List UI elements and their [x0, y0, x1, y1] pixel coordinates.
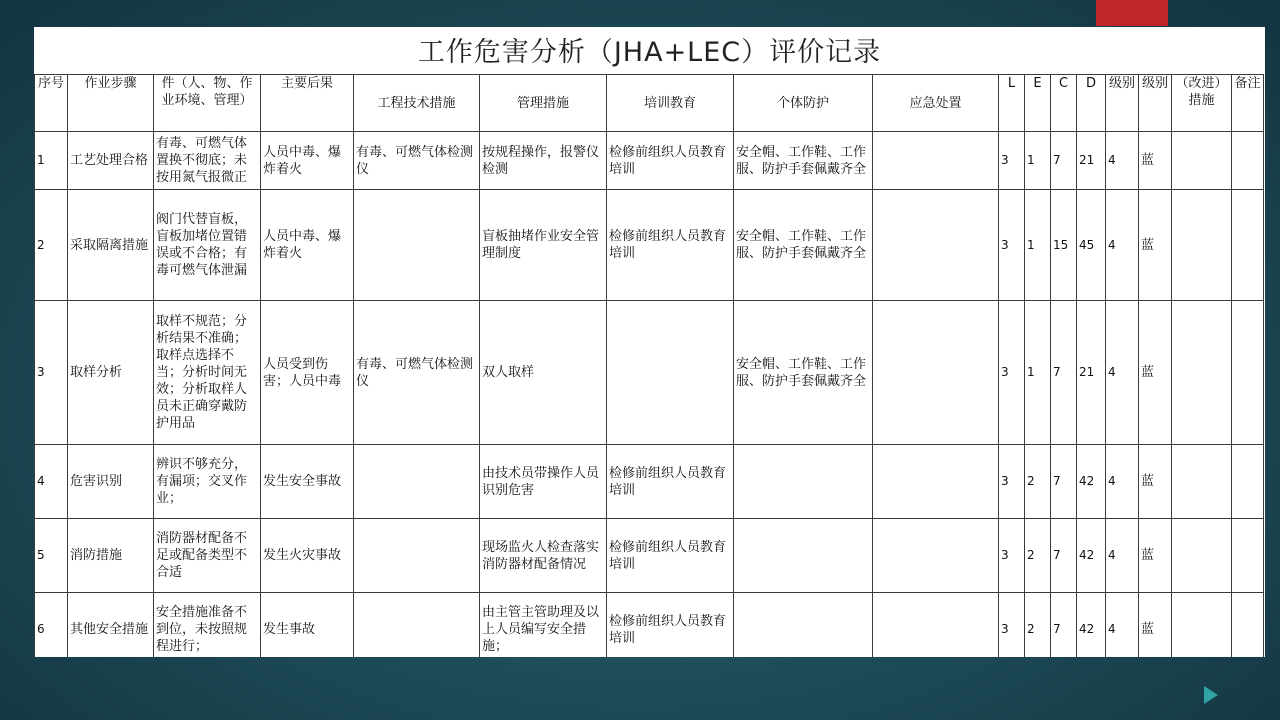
cell-D: 42	[1077, 519, 1106, 593]
cell-step: 其他安全措施	[68, 593, 154, 658]
cell-L: 3	[999, 519, 1025, 593]
cell-emergency	[873, 301, 999, 445]
cell-E: 2	[1025, 445, 1051, 519]
cell-training: 检修前组织人员教育培训	[607, 593, 734, 658]
document-sheet	[34, 27, 1265, 657]
cell-improve	[1172, 445, 1232, 519]
cell-management: 双人取样	[480, 301, 607, 445]
header-D: D	[1077, 75, 1106, 132]
table-row	[35, 445, 1264, 519]
cell-consequence: 人员中毒、爆炸着火	[261, 190, 354, 301]
cell-management: 由主管主管助理及以上人员编写安全措施；	[480, 593, 607, 658]
cell-management: 按规程操作，报警仪检测	[480, 132, 607, 190]
cell-management: 盲板抽堵作业安全管理制度	[480, 190, 607, 301]
cell-remark	[1232, 132, 1264, 190]
header-seq: 序号	[35, 75, 68, 132]
cell-E: 2	[1025, 593, 1051, 658]
table-row	[35, 190, 1264, 301]
cell-emergency	[873, 132, 999, 190]
cell-engineering	[354, 593, 480, 658]
cell-improve	[1172, 593, 1232, 658]
header-remark: 备注	[1232, 75, 1264, 132]
cell-hazard: 取样不规范；分析结果不准确；取样点选择不当；分析时间无效；分析取样人员未正确穿戴防护用品	[154, 301, 261, 445]
cell-hazard: 消防器材配备不足或配备类型不合适	[154, 519, 261, 593]
slide-accent-tab	[1096, 0, 1168, 26]
table-header-row	[35, 75, 1264, 132]
cell-engineering: 有毒、可燃气体检测仪	[354, 132, 480, 190]
cell-ppe	[734, 593, 873, 658]
cell-C: 7	[1051, 593, 1077, 658]
cell-remark	[1232, 593, 1264, 658]
cell-C: 7	[1051, 445, 1077, 519]
cell-D: 42	[1077, 445, 1106, 519]
cell-level: 4	[1106, 132, 1139, 190]
cell-seq: 5	[35, 519, 68, 593]
cell-step: 取样分析	[68, 301, 154, 445]
cell-consequence: 人员中毒、爆炸着火	[261, 132, 354, 190]
cell-seq: 3	[35, 301, 68, 445]
cell-step: 工艺处理合格	[68, 132, 154, 190]
cell-improve	[1172, 301, 1232, 445]
table-row	[35, 132, 1264, 190]
cell-hazard: 辨识不够充分，有漏项；交叉作业；	[154, 445, 261, 519]
header-E: E	[1025, 75, 1051, 132]
header-L: L	[999, 75, 1025, 132]
cell-emergency	[873, 190, 999, 301]
cell-D: 45	[1077, 190, 1106, 301]
table-row	[35, 593, 1264, 658]
cell-training	[607, 301, 734, 445]
cell-improve	[1172, 190, 1232, 301]
header-C: C	[1051, 75, 1077, 132]
header-emergency: 应急处置	[873, 75, 999, 132]
cell-level: 4	[1106, 445, 1139, 519]
cell-management: 由技术员带操作人员识别危害	[480, 445, 607, 519]
cell-L: 3	[999, 445, 1025, 519]
header-ppe: 个体防护	[734, 75, 873, 132]
cell-level-color: 蓝	[1139, 593, 1172, 658]
cell-improve	[1172, 519, 1232, 593]
cell-seq: 4	[35, 445, 68, 519]
cell-management: 现场监火人检查落实消防器材配备情况	[480, 519, 607, 593]
cell-E: 2	[1025, 519, 1051, 593]
cell-ppe: 安全帽、工作鞋、工作服、防护手套佩戴齐全	[734, 132, 873, 190]
cell-ppe	[734, 519, 873, 593]
table-row	[35, 519, 1264, 593]
header-improve: （改进）措施	[1172, 75, 1232, 132]
cell-consequence: 发生安全事故	[261, 445, 354, 519]
cell-level-color: 蓝	[1139, 445, 1172, 519]
cell-engineering	[354, 519, 480, 593]
page-title: 工作危害分析（JHA+LEC）评价记录	[417, 37, 882, 68]
cell-seq: 6	[35, 593, 68, 658]
cell-emergency	[873, 519, 999, 593]
header-training: 培训教育	[607, 75, 734, 132]
cell-hazard: 安全措施准备不到位，未按照规程进行；	[154, 593, 261, 658]
cell-C: 7	[1051, 132, 1077, 190]
cell-ppe: 安全帽、工作鞋、工作服、防护手套佩戴齐全	[734, 301, 873, 445]
cell-E: 1	[1025, 190, 1051, 301]
cell-improve	[1172, 132, 1232, 190]
header-management: 管理措施	[480, 75, 607, 132]
cell-level: 4	[1106, 190, 1139, 301]
cell-level-color: 蓝	[1139, 519, 1172, 593]
cell-training: 检修前组织人员教育培训	[607, 519, 734, 593]
cell-hazard: 阀门代替盲板，盲板加堵位置错误或不合格；有毒可燃气体泄漏	[154, 190, 261, 301]
cell-training: 检修前组织人员教育培训	[607, 132, 734, 190]
cell-step: 采取隔离措施	[68, 190, 154, 301]
header-engineering: 工程技术措施	[354, 75, 480, 132]
cell-ppe	[734, 445, 873, 519]
header-hazard: 件（人、物、作业环境、管理）	[154, 75, 261, 132]
cell-C: 7	[1051, 519, 1077, 593]
cell-level: 4	[1106, 593, 1139, 658]
cell-D: 21	[1077, 132, 1106, 190]
cell-seq: 1	[35, 132, 68, 190]
cell-step: 消防措施	[68, 519, 154, 593]
cell-emergency	[873, 445, 999, 519]
cell-E: 1	[1025, 301, 1051, 445]
cell-seq: 2	[35, 190, 68, 301]
cell-L: 3	[999, 132, 1025, 190]
cell-training: 检修前组织人员教育培训	[607, 190, 734, 301]
header-consequence: 主要后果	[261, 75, 354, 132]
cell-D: 42	[1077, 593, 1106, 658]
cell-step: 危害识别	[68, 445, 154, 519]
cell-C: 15	[1051, 190, 1077, 301]
cell-remark	[1232, 301, 1264, 445]
cell-level: 4	[1106, 301, 1139, 445]
header-level-1: 级别	[1106, 75, 1139, 132]
cell-level-color: 蓝	[1139, 132, 1172, 190]
cell-level-color: 蓝	[1139, 301, 1172, 445]
header-level-2: 级别	[1139, 75, 1172, 132]
cell-level: 4	[1106, 519, 1139, 593]
cell-ppe: 安全帽、工作鞋、工作服、防护手套佩戴齐全	[734, 190, 873, 301]
cell-remark	[1232, 190, 1264, 301]
cell-training: 检修前组织人员教育培训	[607, 445, 734, 519]
cell-engineering	[354, 190, 480, 301]
table-row	[35, 301, 1264, 445]
jha-table	[34, 74, 1264, 657]
cell-L: 3	[999, 593, 1025, 658]
cell-consequence: 发生事故	[261, 593, 354, 658]
cell-C: 7	[1051, 301, 1077, 445]
cell-E: 1	[1025, 132, 1051, 190]
cell-remark	[1232, 519, 1264, 593]
cell-hazard: 有毒、可燃气体置换不彻底；未按用氮气报微正	[154, 132, 261, 190]
cell-D: 21	[1077, 301, 1106, 445]
cell-consequence: 发生火灾事故	[261, 519, 354, 593]
cell-L: 3	[999, 301, 1025, 445]
cell-L: 3	[999, 190, 1025, 301]
cell-remark	[1232, 445, 1264, 519]
cell-engineering	[354, 445, 480, 519]
cell-emergency	[873, 593, 999, 658]
cell-consequence: 人员受到伤害；人员中毒	[261, 301, 354, 445]
header-step: 作业步骤	[68, 75, 154, 132]
cell-engineering: 有毒、可燃气体检测仪	[354, 301, 480, 445]
cell-level-color: 蓝	[1139, 190, 1172, 301]
next-slide-arrow-icon[interactable]	[1204, 686, 1218, 704]
